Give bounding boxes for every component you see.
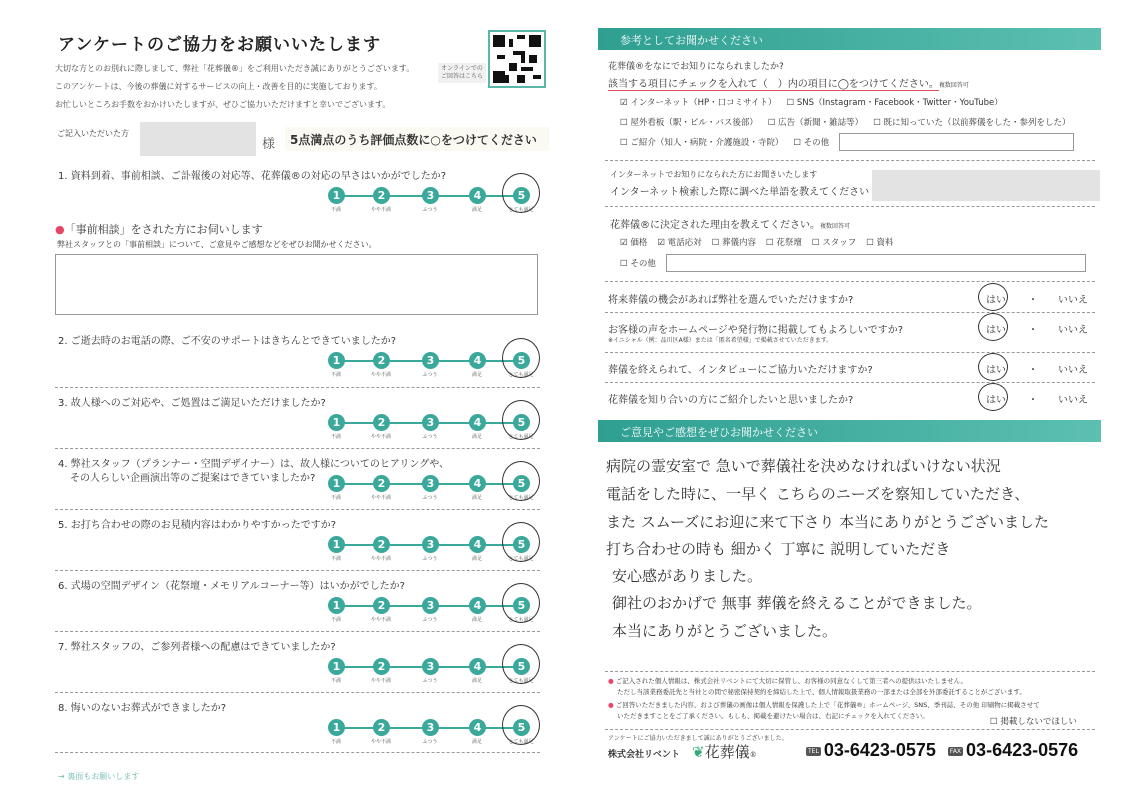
rating-label: 不満	[330, 434, 341, 440]
rating-label: やや不満	[370, 739, 391, 745]
divider	[55, 752, 540, 753]
rating-option-1[interactable]: 1	[328, 597, 345, 614]
yes-option[interactable]: はい	[986, 395, 1006, 406]
divider	[605, 281, 1095, 282]
checkbox-checked-icon[interactable]: ☑	[657, 238, 665, 248]
comment-line: 電話をした時に、一早く こちらのニーズを察知していただき、	[606, 485, 1030, 503]
selected-answer-circle	[502, 173, 540, 213]
rating-label: 満足	[471, 678, 482, 684]
rating-label: やや不満	[370, 556, 391, 562]
how-instruction-text: 該当する項目にチェックを入れて（ ）内の項目に◯をつけてください。	[608, 79, 939, 90]
qr-code-icon	[493, 35, 541, 83]
separator: ・	[1028, 325, 1038, 336]
rating-option-2[interactable]: 2	[373, 352, 390, 369]
option-sns[interactable]	[787, 96, 1003, 108]
rating-label: やや不満	[370, 207, 391, 213]
bullet-icon: ●	[608, 677, 616, 685]
rating-option-5[interactable]: 5	[513, 414, 530, 431]
checkbox-checked-icon[interactable]: ☑	[620, 98, 628, 108]
selected-answer-circle	[502, 400, 540, 440]
rating-label: 満足	[471, 556, 482, 562]
rating-option-1[interactable]: 1	[328, 658, 345, 675]
selected-answer-circle	[978, 353, 1008, 381]
option-label: 花祭壇	[776, 238, 802, 248]
rating-option-4[interactable]: 4	[469, 719, 486, 736]
rating-option-4[interactable]: 4	[469, 414, 486, 431]
checkbox-icon[interactable]: ☐	[620, 138, 628, 148]
reason-flower-altar[interactable]	[766, 236, 802, 248]
reason-options-row-2	[620, 254, 1086, 272]
leaf-icon: ❦	[692, 743, 705, 761]
consult-heading-text: 「事前相談」をされた方にお伺いします	[64, 223, 263, 236]
option-referral[interactable]	[620, 136, 783, 148]
reason-question	[610, 216, 850, 231]
yes-no-question: 葬儀を終えられて、インタビューにご協力いただけますか?	[608, 365, 873, 376]
selected-answer-circle	[502, 705, 540, 745]
how-question: 花葬儀®をなにでお知りになられましたか?	[608, 62, 784, 72]
privacy-note-1b: ただし当該業務委託先と当社との間で秘密保持契約を締結した上で、個人情報取扱業務の一部または全部を外部委託することがございます。	[617, 688, 1026, 696]
selected-answer-circle	[502, 644, 540, 684]
question-text: 1. 資料到着、事前相談、ご訃報後の対応等、花葬儀®の対応の早さはいかがでしたか?	[58, 171, 447, 182]
rating-label: ふつう	[422, 678, 438, 684]
rating-option-5[interactable]: 5	[513, 719, 530, 736]
divider	[605, 206, 1095, 207]
section-header-reference: 参考としてお聞かせください	[598, 28, 1101, 50]
reason-staff[interactable]	[812, 236, 856, 248]
checkbox-checked-icon[interactable]: ☑	[620, 238, 628, 248]
reason-other-input[interactable]	[666, 254, 1086, 272]
checkbox-icon[interactable]: ☐	[866, 238, 874, 248]
option-internet[interactable]	[620, 96, 777, 108]
rating-label: やや不満	[370, 678, 391, 684]
rating-label: 満足	[471, 434, 482, 440]
rating-option-3[interactable]: 3	[422, 475, 439, 492]
option-label: インターネット（HP・口コミサイト）	[630, 98, 777, 108]
comment-line: 本当にありがとうございました。	[612, 622, 838, 640]
internet-subtitle: インターネット検索した際に調べた単語を教えてください	[610, 187, 870, 198]
tel-value: 03-6423-0575	[823, 740, 936, 760]
rating-label: ふつう	[422, 495, 438, 501]
rating-label: とても満足	[508, 495, 534, 501]
divider	[55, 631, 540, 632]
divider	[55, 448, 540, 449]
option-label: 価格	[630, 238, 648, 248]
selected-answer-circle	[978, 383, 1008, 411]
qr-note-line: オンラインでの	[441, 65, 483, 72]
rating-label: やや不満	[370, 372, 391, 378]
intro-line-2: このアンケートは、今後の葬儀に対するサービスの向上・改善を目的に実施しております。	[55, 82, 382, 91]
question-note: ※イニシャル（例：品川区A様）または「匿名希望様」で掲載させていただきます。	[608, 337, 833, 344]
rating-option-3[interactable]: 3	[422, 658, 439, 675]
option-label: 電話応対	[667, 238, 702, 248]
option-label: その他	[630, 259, 656, 269]
back-side-note: → 裏面もお願いします	[58, 772, 140, 781]
rating-option-2[interactable]: 2	[373, 414, 390, 431]
rating-option-2[interactable]: 2	[373, 597, 390, 614]
rating-label: やや不満	[370, 434, 391, 440]
yes-option[interactable]: はい	[986, 325, 1006, 336]
how-options-row-3	[620, 133, 1074, 151]
rating-label: やや不満	[370, 617, 391, 623]
rating-option-4[interactable]: 4	[469, 597, 486, 614]
no-publish-checkbox[interactable]	[990, 715, 1077, 727]
rating-option-3[interactable]: 3	[422, 719, 439, 736]
rating-label: 満足	[471, 207, 482, 213]
rating-option-5[interactable]: 5	[513, 536, 530, 553]
checkbox-icon[interactable]: ☐	[620, 259, 628, 269]
option-ad[interactable]	[768, 116, 863, 128]
rating-label: とても満足	[508, 372, 534, 378]
rating-option-1[interactable]: 1	[328, 475, 345, 492]
selected-answer-circle	[978, 313, 1008, 341]
option-label: 広告（新聞・雑誌等）	[778, 118, 864, 128]
rating-label: 不満	[330, 678, 341, 684]
rating-label: とても満足	[508, 434, 534, 440]
privacy-text: ご記入された個人情報は、株式会社リベントにて大切に保管し、お客様の同意なくして第三者への提供はいたしません。	[615, 677, 968, 685]
rating-option-5[interactable]: 5	[513, 658, 530, 675]
divider	[605, 160, 1095, 161]
rating-label: とても満足	[508, 739, 534, 745]
selected-answer-circle	[502, 522, 540, 562]
rating-label: 不満	[330, 556, 341, 562]
rating-label: 不満	[330, 207, 341, 213]
rating-label: ふつう	[422, 617, 438, 623]
rating-label: 不満	[330, 495, 341, 501]
contact-numbers	[806, 740, 1078, 761]
rating-label: とても満足	[508, 556, 534, 562]
rating-option-5[interactable]: 5	[513, 475, 530, 492]
rating-option-3[interactable]: 3	[422, 536, 439, 553]
section-header-comments: ご意見やご感想をぜひお聞かせください	[598, 420, 1101, 442]
rating-label: ふつう	[422, 434, 438, 440]
reason-materials[interactable]	[866, 236, 893, 248]
how-options-row-1	[620, 96, 1003, 108]
rating-label: 不満	[330, 617, 341, 623]
tel-tag: TEL	[808, 748, 819, 755]
question-text: 4. 弊社スタッフ（プランナー・空間デザイナー）は、故人様についてのヒアリングや、 その人らしい企画演出等のご提案はできていましたか?	[58, 459, 450, 484]
privacy-note-2	[608, 700, 1040, 709]
fax-value: 03-6423-0576	[966, 740, 1079, 760]
rating-option-1[interactable]: 1	[328, 719, 345, 736]
checkbox-icon[interactable]: ☐	[620, 118, 628, 128]
thanks-note: アンケートにご協力いただきまして誠にありがとうございました。	[608, 735, 788, 742]
privacy-note-1	[608, 676, 967, 685]
qr-note	[438, 63, 486, 83]
rating-instruction: 5点満点のうち評価点数に○をつけてください	[285, 127, 549, 151]
option-label: 資料	[876, 238, 894, 248]
yes-option[interactable]: はい	[986, 295, 1006, 306]
rating-label: 満足	[471, 372, 482, 378]
comment-line: 打ち合わせの時も 細かく 丁寧に 説明していただき	[606, 540, 951, 558]
page-title: アンケートのご協力をお願いいたします	[58, 35, 381, 55]
option-label: スタッフ	[822, 238, 857, 248]
rating-option-2[interactable]: 2	[373, 658, 390, 675]
name-label: ご記入いただいた方	[57, 129, 129, 138]
intro-line-1: 大切な方とのお別れに際しまして、弊社「花葬儀®」をご利用いただき誠にありがとうございます。	[55, 64, 415, 73]
separator: ・	[1028, 395, 1038, 406]
no-publish-label: 掲載しないでほしい	[1000, 717, 1077, 727]
name-field[interactable]	[140, 122, 256, 156]
rating-option-4[interactable]: 4	[469, 536, 486, 553]
rating-label: ふつう	[422, 739, 438, 745]
option-outdoor-sign[interactable]	[620, 116, 758, 128]
how-instruction	[608, 75, 969, 90]
reason-question-text: 花葬儀®に決定された理由を教えてください。	[610, 220, 820, 231]
selected-answer-circle	[502, 338, 540, 378]
rating-option-3[interactable]: 3	[422, 597, 439, 614]
yes-no-question: 将来葬儀の機会があれば弊社を選んでいただけますか?	[608, 295, 854, 306]
multi-answer-note: 複数回答可	[938, 82, 969, 89]
search-words-input[interactable]	[872, 170, 1100, 201]
rating-label: 満足	[471, 495, 482, 501]
option-other[interactable]	[793, 136, 829, 148]
checkbox-icon[interactable]: ☐	[767, 118, 776, 128]
rating-option-5[interactable]: 5	[513, 597, 530, 614]
bullet-icon: ●	[608, 701, 616, 709]
question-text: 8. 悔いのないお葬式ができましたか?	[58, 703, 227, 714]
option-already-known[interactable]	[873, 116, 1070, 128]
question-text: 3. 故人様へのご対応や、ご処置はご満足いただけましたか?	[58, 398, 326, 409]
how-options-row-2	[620, 116, 1071, 128]
selected-answer-circle	[978, 283, 1008, 311]
question-text: 5. お打ち合わせの際のお見積内容はわかりやすかったですか?	[58, 520, 337, 531]
rating-option-2[interactable]: 2	[373, 475, 390, 492]
reason-content[interactable]	[712, 236, 756, 248]
question-text: 6. 式場の空間デザイン（花祭壇・メモリアルコーナー等）はいかがでしたか?	[58, 581, 405, 592]
divider	[55, 387, 540, 388]
tel-number	[806, 740, 936, 761]
rating-option-3[interactable]: 3	[422, 414, 439, 431]
yes-option[interactable]: はい	[986, 365, 1006, 376]
comment-line: また スムーズにお迎に来て下さり 本当にありがとうございました	[606, 513, 1050, 531]
consult-subtitle: 弊社スタッフとの「事前相談」について、ご意見やご感想などをぜひお聞かせください。	[57, 240, 377, 249]
option-label: その他	[803, 138, 830, 148]
rating-option-2[interactable]: 2	[373, 536, 390, 553]
selected-answer-circle	[502, 583, 540, 623]
comment-line: 御社のおかげで 無事 葬儀を終えることができました。	[612, 594, 982, 612]
divider	[605, 352, 1095, 353]
divider	[55, 570, 540, 571]
question-text-cont: その人らしい企画演出等のご提案はできていましたか?	[70, 473, 316, 484]
rating-label: とても満足	[508, 617, 534, 623]
question-text: 2. ご逝去時のお電話の際、ご不安のサポートはきちんとできていましたか?	[58, 336, 397, 347]
qr-note-line: ご回答はこちら	[441, 73, 484, 80]
rating-option-5[interactable]: 5	[513, 352, 530, 369]
divider	[605, 382, 1095, 383]
divider	[605, 671, 1095, 672]
option-label: SNS（Instagram・Facebook・Twitter・YouTube）	[796, 98, 1003, 108]
option-label: 屋外看板（駅・ビル・バス後部）	[630, 118, 758, 128]
yes-no-question: お客様の声をホームページや発行物に掲載してもよろしいですか?	[608, 325, 904, 336]
rating-label: ふつう	[422, 207, 438, 213]
rating-label: ふつう	[422, 556, 438, 562]
rating-label: とても満足	[508, 678, 534, 684]
reason-options-row-1	[620, 236, 894, 248]
checkbox-icon[interactable]: ☐	[873, 118, 881, 128]
yes-no-question: 花葬儀を知り合いの方にご紹介したいと思いましたか?	[608, 395, 854, 406]
privacy-text: ご回答いただきました内容、および葬儀の画像は個人情報を保護した上で「花葬儀®」ホームページ、SNS、季刊誌、その他 印刷物に掲載させて	[615, 701, 1040, 709]
reason-phone[interactable]	[657, 236, 701, 248]
rating-option-1[interactable]: 1	[328, 352, 345, 369]
rating-label: とても満足	[508, 207, 534, 213]
divider	[55, 692, 540, 693]
internet-question: インターネットでお知りになられた方にお聞きいたします	[610, 170, 818, 179]
rating-option-4[interactable]: 4	[469, 187, 486, 204]
no-option[interactable]: いいえ	[1058, 365, 1088, 376]
consult-textarea[interactable]	[55, 254, 538, 315]
rating-option-4[interactable]: 4	[469, 475, 486, 492]
checkbox-icon[interactable]: ☐	[766, 238, 774, 248]
rating-option-1[interactable]: 1	[328, 187, 345, 204]
reason-other[interactable]	[620, 257, 656, 269]
comment-line: 病院の霊安室で 急いで葬儀社を決めなければいけない状況	[606, 457, 1001, 475]
how-other-input[interactable]	[839, 133, 1074, 151]
brand-logo: ❦花葬儀®	[692, 743, 757, 761]
rating-option-3[interactable]: 3	[422, 187, 439, 204]
checkbox-icon[interactable]: ☐	[811, 238, 820, 248]
rating-option-3[interactable]: 3	[422, 352, 439, 369]
rating-option-2[interactable]: 2	[373, 719, 390, 736]
reason-price[interactable]	[620, 236, 647, 248]
rating-label: 満足	[471, 617, 482, 623]
no-option[interactable]: いいえ	[1058, 295, 1088, 306]
rating-option-4[interactable]: 4	[469, 658, 486, 675]
consult-heading	[55, 221, 263, 237]
selected-answer-circle	[502, 461, 540, 501]
no-option[interactable]: いいえ	[1058, 325, 1088, 336]
option-label: 既に知っていた（以前葬儀をした・参列をした）	[883, 118, 1071, 128]
fax-number	[948, 740, 1078, 761]
divider	[605, 729, 1095, 730]
checkbox-icon[interactable]: ☐	[786, 98, 795, 108]
rating-label: 不満	[330, 739, 341, 745]
rating-label: 満足	[471, 739, 482, 745]
divider	[605, 312, 1095, 313]
qr-code[interactable]	[488, 30, 546, 88]
option-label: ご紹介（知人・病院・介護施設・寺院）	[630, 138, 784, 148]
bullet-icon: ●	[55, 223, 65, 236]
rating-label: ふつう	[422, 372, 438, 378]
rating-option-4[interactable]: 4	[469, 352, 486, 369]
rating-option-1[interactable]: 1	[328, 414, 345, 431]
checkbox-icon[interactable]: ☐	[711, 238, 720, 248]
privacy-note-2b: いただきますことをご了承ください。もしも、掲載を避けたい場合は、右記にチェックを入れてください。	[617, 712, 929, 720]
rating-option-5[interactable]: 5	[513, 187, 530, 204]
comment-line: 安心感がありました。	[612, 567, 763, 585]
company-name: 株式会社リベント	[608, 750, 680, 760]
brand-name: 花葬儀	[704, 743, 750, 761]
rating-option-2[interactable]: 2	[373, 187, 390, 204]
multi-answer-note: 複数回答可	[820, 223, 851, 230]
separator: ・	[1028, 365, 1038, 376]
intro-line-3: お忙しいところお手数をおかけいたしますが、ぜひご協力いただけますと幸いでございます。	[55, 100, 391, 109]
checkbox-icon[interactable]: ☐	[990, 717, 998, 727]
no-option[interactable]: いいえ	[1058, 395, 1088, 406]
question-text: 7. 弊社スタッフの、ご参列者様への配慮はできていましたか?	[58, 642, 336, 653]
separator: ・	[1028, 295, 1038, 306]
honorific: 様	[262, 137, 276, 152]
rating-label: 不満	[330, 372, 341, 378]
fax-tag: FAX	[949, 748, 962, 755]
divider	[55, 509, 540, 510]
checkbox-icon[interactable]: ☐	[793, 138, 801, 148]
rating-option-1[interactable]: 1	[328, 536, 345, 553]
option-label: 葬儀内容	[722, 238, 757, 248]
rating-label: やや不満	[370, 495, 391, 501]
